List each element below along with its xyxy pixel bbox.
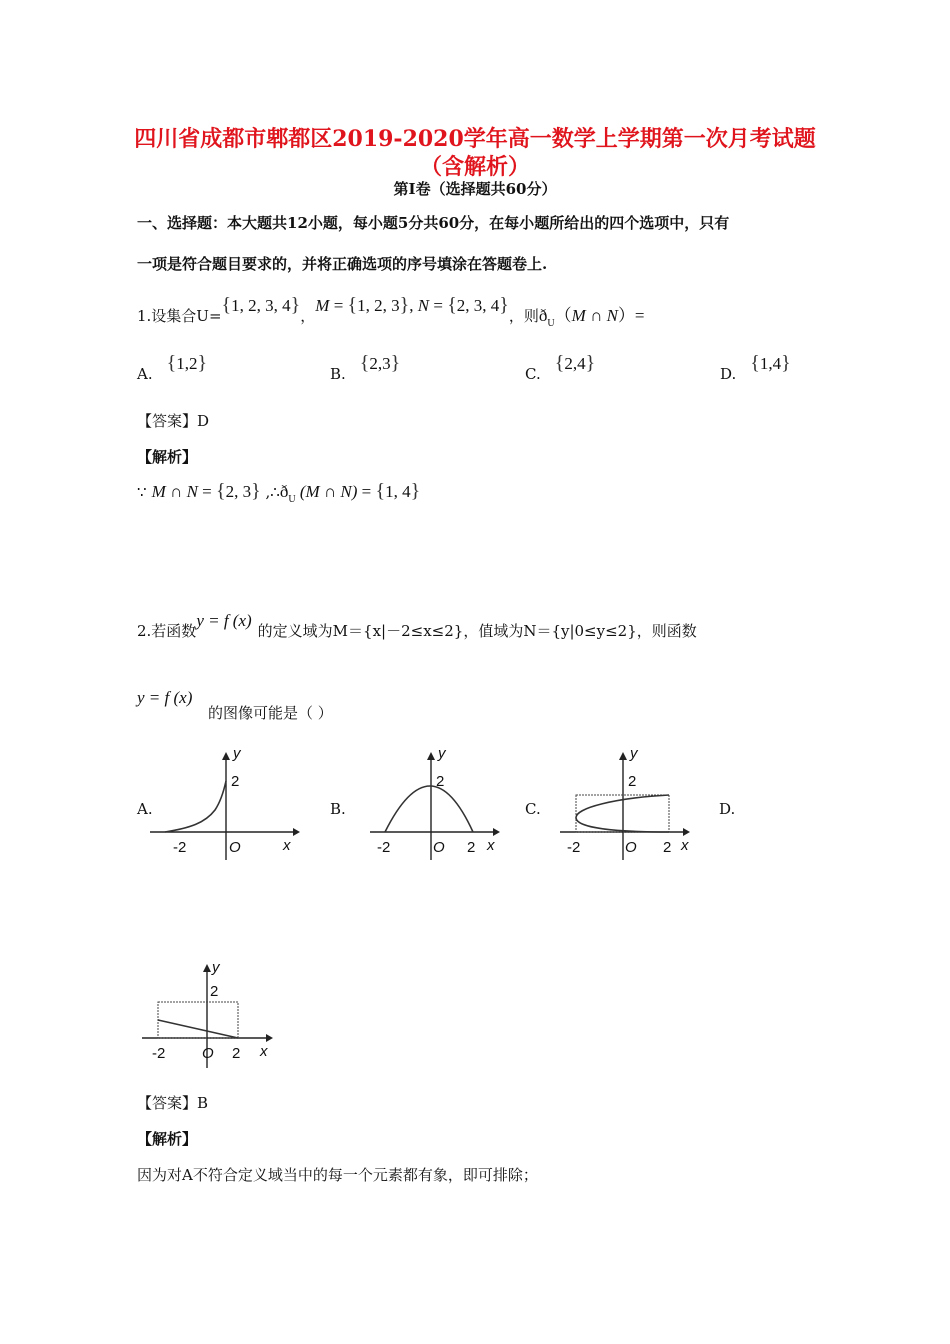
q2-option-c[interactable]: C. (525, 800, 541, 818)
y-axis-arrow (619, 752, 627, 760)
q2-stem-line1: 2.若函数y = f (x)的定义域为M＝{x|－2≤x≤2}，值域为N＝{y|0≤y≤2}，则函数 (137, 611, 697, 640)
tick-neg2: -2 (152, 1045, 166, 1062)
tick-2-x: 2 (232, 1045, 241, 1062)
instructions-line2: 一项是符合题目要求的，并将正确选项的序号填涂在答题卷上. (137, 255, 548, 273)
origin-label: O (202, 1045, 214, 1062)
q1-analysis-label: 【解析】 (137, 448, 198, 466)
q2-graph-b (365, 748, 515, 860)
x-label: x (283, 837, 291, 854)
x-axis-arrow (493, 828, 500, 836)
origin-label: O (229, 839, 241, 856)
y-label: y (438, 748, 446, 762)
q2-stem-line2 (137, 688, 192, 708)
y-axis-arrow (203, 964, 211, 972)
q2-answer: 【答案】B (137, 1094, 209, 1112)
tick-neg2: -2 (567, 839, 581, 856)
tick-2-x: 2 (663, 839, 672, 856)
curve (165, 781, 226, 832)
tick-2-y: 2 (436, 773, 445, 790)
y-axis-arrow (427, 752, 435, 760)
q2-option-b[interactable]: B. (330, 800, 346, 818)
tick-2-y: 2 (628, 773, 637, 790)
x-label: x (260, 1043, 268, 1060)
q2-func: y = f (x) (196, 611, 252, 630)
q1-u-set: {1, 2, 3, 4} (221, 294, 301, 316)
tick-2-y: 2 (210, 983, 219, 1000)
q2-graph-a (145, 748, 305, 860)
section-heading: 第Ⅰ卷（选择题共60分） (393, 180, 557, 198)
parabola (385, 786, 473, 832)
q1-m-set: M = {1, 2, 3}, N = {2, 3, 4} (315, 294, 509, 316)
q1-option-a[interactable]: A. {1,2} (137, 352, 208, 383)
q1-stem: 1.设集合U={1, 2, 3, 4}，M = {1, 2, 3}, N = {2, 3, 4}，则$ð_U(M$ ∩ N）= (137, 294, 645, 329)
q2-option-d[interactable]: D. (719, 800, 736, 818)
bounding-box (158, 1002, 238, 1038)
q2-option-a[interactable]: A. (137, 800, 153, 818)
x-axis-arrow (293, 828, 300, 836)
q2-stem-text2: 的图像可能是（ ） (208, 704, 333, 722)
tick-2-y: 2 (231, 773, 240, 790)
tick-neg2: -2 (377, 839, 391, 856)
q1-option-d[interactable]: D. {1,4} (720, 352, 791, 383)
x-axis-arrow (266, 1034, 273, 1042)
y-label: y (630, 748, 638, 762)
x-label: x (487, 837, 495, 854)
q1-option-b[interactable]: B. {2,3} (330, 352, 401, 383)
q1-answer: 【答案】D (137, 412, 210, 430)
origin-label: O (433, 839, 445, 856)
origin-label: O (625, 839, 637, 856)
q2-analysis-label: 【解析】 (137, 1130, 198, 1148)
instructions-line1: 一、选择题：本大题共12小题，每小题5分共60分，在每小题所给出的四个选项中，只有 (137, 214, 730, 232)
q2-graph-c (555, 748, 705, 860)
x-label: x (681, 837, 689, 854)
y-axis-arrow (222, 752, 230, 760)
doc-title-line2: （含解析） (419, 154, 530, 180)
y-label: y (212, 959, 220, 976)
q2-graph-d (140, 958, 290, 1070)
q2-func2: y = f (x) (137, 688, 193, 707)
doc-title-line1: 四川省成都市郫都区2019-2020学年高一数学上学期第一次月考试题 (134, 126, 816, 152)
tick-neg2: -2 (173, 839, 187, 856)
q1-option-c[interactable]: C. {2,4} (525, 352, 596, 383)
q1-analysis: ∵ M ∩ N = {2, 3} $,\therefore ð_U$ (M ∩ N) = {1, 4} (137, 480, 421, 505)
x-axis-arrow (683, 828, 690, 836)
y-label: y (233, 748, 241, 762)
q1-complement-expr: $ð_U(M$ ∩ N）= (538, 306, 645, 329)
line-segment (158, 1020, 238, 1038)
tick-2-x: 2 (467, 839, 476, 856)
q1-prefix: 1.设集合U= (137, 307, 222, 325)
q2-analysis-text: 因为对A不符合定义域当中的每一个元素都有象，即可排除； (137, 1166, 538, 1184)
